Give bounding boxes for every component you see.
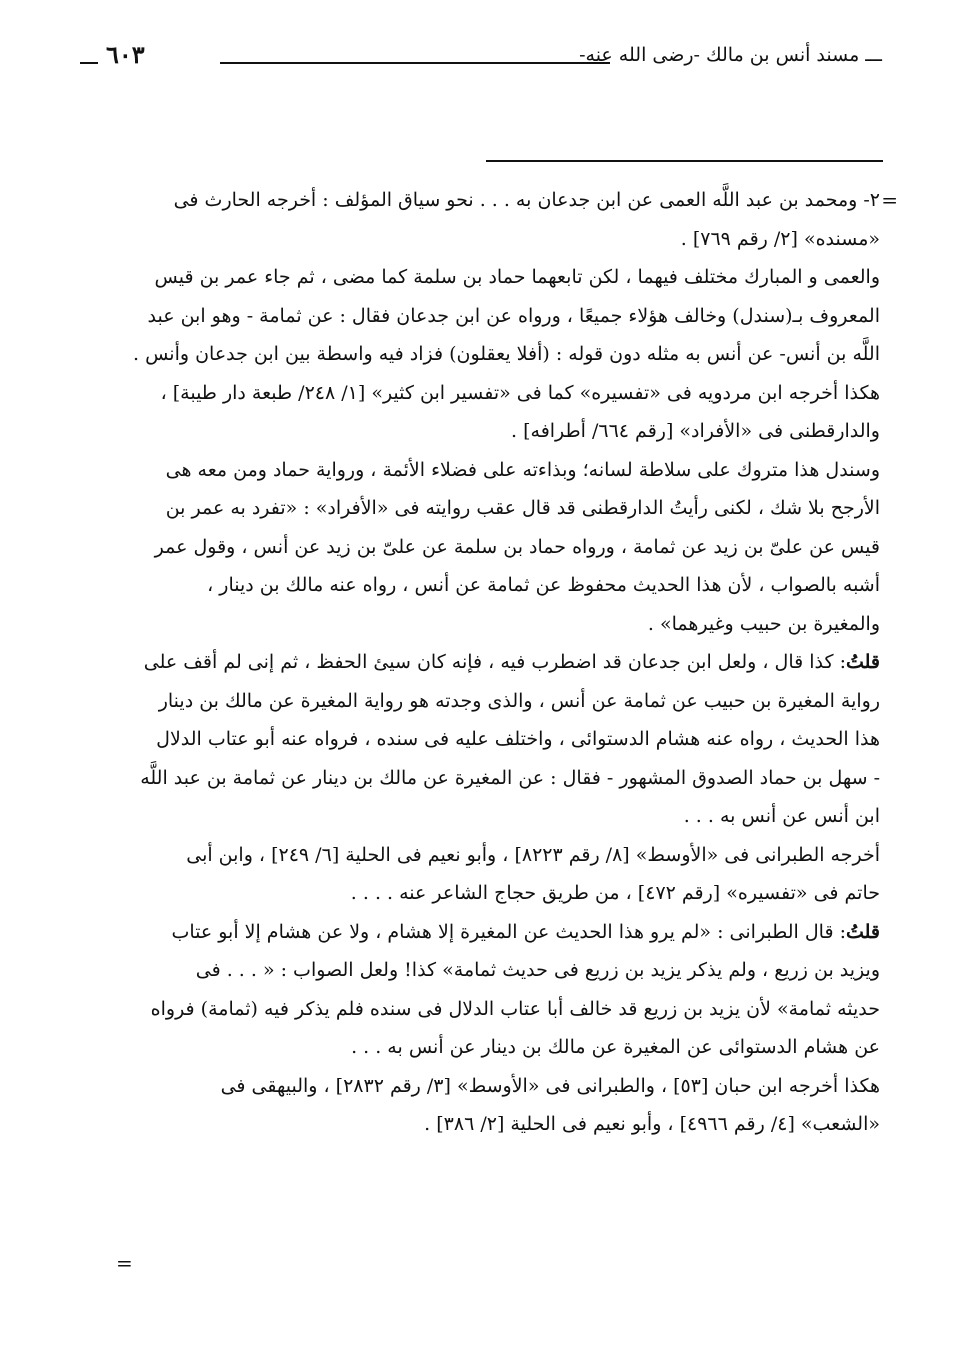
footnote-paragraph [80,374,880,451]
text-line: رواية المغيرة بن حبيب عن ثمامة عن أنس ، والذى وجدته هو رواية المغيرة عن مالك بن دينار [158,689,880,712]
text-line: حديثه ثمامة» لأن يزيد بن زريع قد خالف أبا عتاب الدلال فى سنده فلم يذكر فيه (ثمامة) فرواه [150,997,880,1020]
footnote-separator-rule [486,160,883,162]
text-line: والعمى و المبارك مختلف فيهما ، لكن تابعهما حماد بن سلمة كما مضى ، ثم جاء عمر بن قيس [154,266,880,288]
bold-lead-word: قلتُ [845,920,880,943]
text-line: المعروف بـ(سندل) وخالف هؤلاء جميعًا ، ورواه عن ابن جدعان فقال : عن ثمامة - وهو ابن عبد [147,304,880,327]
text-line: أشبه بالصواب ، لأن هذا الحديث محفوظ عن ثمامة عن أنس ، رواه عنه مالك بن دينار ، [207,574,880,596]
text-line: «الشعب» [٤/ رقم ٤٩٦٦] ، وأبو نعيم فى الحلية [٢/ ٣٨٦] . [424,1113,880,1135]
text-line [80,643,880,682]
text-line: ويزيد بن زريع ، ولم يذكر يزيد بن زريع فى حديث ثمامة» كذا! ولعل الصواب : « . . . فى [195,959,880,981]
text-line: «مسنده» [٢/ رقم ٧٦٩] . [680,227,880,250]
bold-lead-word: قلتُ [845,651,880,673]
running-title: ـــ مسند أنس بن مالك -رضى الله عنه- [579,44,882,66]
footnote-paragraph [80,913,880,1067]
footnote-paragraph [80,258,880,374]
page-number: ٦٠٣ [106,40,145,69]
footnote-paragraph [80,451,880,644]
continuation-marker-top: = [881,188,898,212]
page-number-dash [80,62,98,64]
text-line: ابن أنس عن أنس به . . . [683,805,880,827]
text-line: والمغيرة بن حبيب وغيرهما» . [647,612,880,635]
text-line: قيس عن علىّ بن زيد عن ثمامة ، ورواه حماد بن سلمة عن علىّ بن زيد عن أنس ، وقول عمر [154,535,880,558]
page-header [80,40,882,80]
text-line: ٢- ومحمد بن عبد اللَّه العمى عن ابن جدعان به . . . نحو سياق المؤلف : أخرجه الحارث فى [173,189,880,211]
footnote-paragraph [80,836,880,913]
text-line: اللَّه بن أنس- عن أنس به مثله دون قوله : (أفلا يعقلون) فزاد فيه واسطة بين ابن جدعان وأنس . [133,343,880,365]
header-rule [220,62,610,64]
text-line: أخرجه الطبرانى فى «الأوسط» [٨/ رقم ٨٢٢٣] ، وأبو نعيم فى الحلية [٦/ ٢٤٩] ، وابن أبى [186,843,880,866]
text-line: والدارقطنى فى «الأفراد» [رقم ٦٦٤/ أطرافه] . [511,420,880,442]
text-line: هكذا أخرجه ابن حبان [٥٣] ، والطبرانى فى «الأوسط» [٣/ رقم ٢٨٣٢] ، والبيهقى فى [220,1074,880,1097]
footnotes-body [80,181,880,1144]
text-line: عن هشام الدستوائى عن المغيرة عن مالك بن دينار عن أنس به . . . [351,1036,880,1058]
continuation-marker-bottom: = [116,1251,133,1275]
footnote-paragraph [80,1067,880,1144]
line-text: : كذا قال ، ولعل ابن جدعان قد اضطرب فيه ، فإنه كان سيئ الحفظ ، ثم إنى لم أقف على [143,651,846,673]
line-text: : قال الطبرانى : «لم يرو هذا الحديث عن المغيرة إلا هشام ، ولا عن هشام إلا أبو عتاب [171,920,846,943]
text-line: هكذا أخرجه ابن مردويه فى «تفسيره» كما فى «تفسير ابن كثير» [١/ ٢٤٨/ طبعة دار طيبة] ، [160,381,880,404]
text-line: هذا الحديث ، رواه عنه هشام الدستوائى ، واختلف عليه فى سنده ، فرواه عنه أبو عتاب الدلال [156,728,880,750]
text-line [80,913,880,952]
footnote-paragraph [80,181,880,258]
footnote-paragraph [80,643,880,836]
text-line: وسندل هذا متروك على سلاطة لسانه؛ وبذاءته على فضلاء الأئمة ، ورواية حماد ومن معه هى [165,458,880,481]
text-line: حاتم فى «تفسيره» [رقم ٤٧٢] ، من طريق حجاج الشاعر عنه . . . . [350,882,880,904]
text-line: الأرجح بلا شك ، لكنى رأيتُ الدارقطنى قد قال عقب روايته فى «الأفراد» : «تفرد به عمر بن [165,497,880,519]
text-line: - سهل بن حماد الصدوق المشهور - فقال : عن المغيرة عن مالك بن دينار عن ثمامة بن عبد اللَّه [140,766,880,789]
